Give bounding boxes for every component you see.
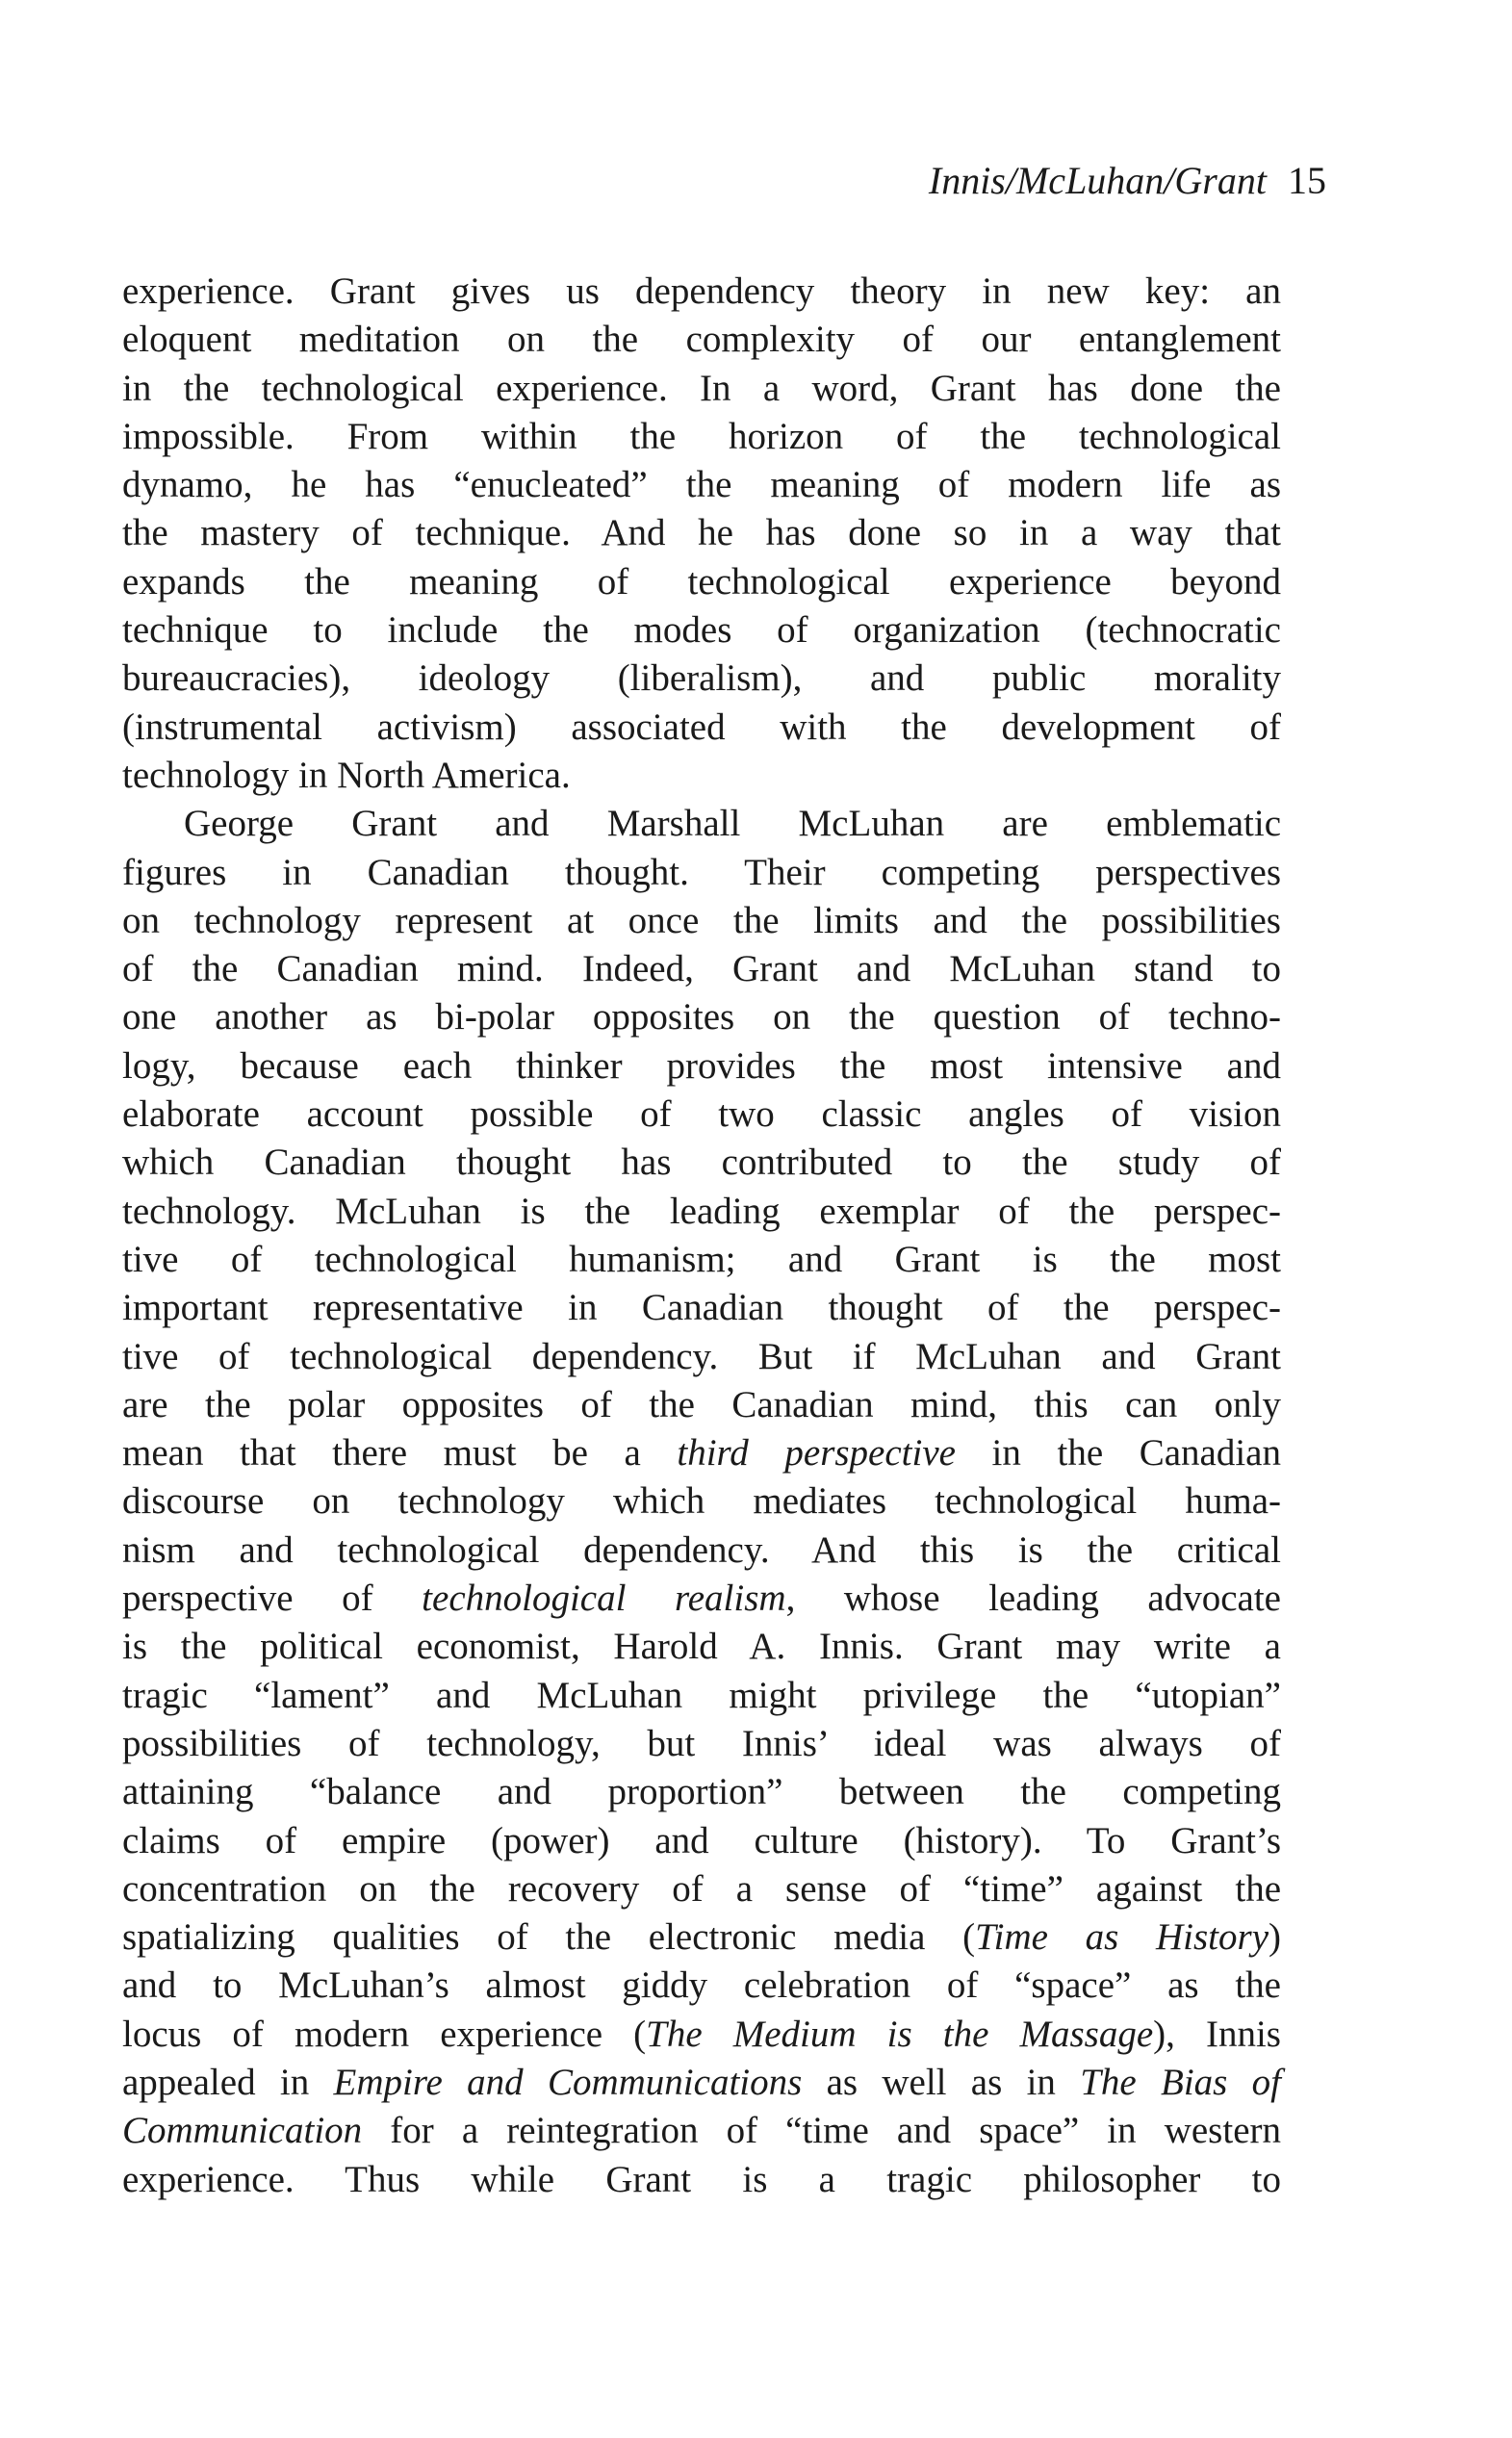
text-line: figures in Canadian thought. Their competing perspectives [122,851,1281,893]
text-line: elaborate account possible of two classic angles of vision [122,1093,1281,1136]
book-title: Communication [122,2110,363,2152]
text-line: important representative in Canadian thought of the perspec- [122,1287,1281,1329]
text-line: George Grant and Marshall McLuhan are emblematic [184,803,1281,845]
text-line: claims of empire (power) and culture (history). To Grant’s [122,1819,1281,1861]
text-line: of the Canadian mind. Indeed, Grant and McLuhan stand to [122,948,1281,990]
text-line: experience. Grant gives us dependency theory in new key: an [122,270,1281,312]
text-line: tive of technological dependency. But if McLuhan and Grant [122,1335,1281,1377]
text-line: attaining “balance and proportion” between the competing [122,1771,1281,1813]
italic-phrase: third perspective [677,1432,956,1475]
text-line: in the technological experience. In a word, Grant has done the [122,367,1281,409]
text-line: are the polar opposites of the Canadian mind, this can only [122,1383,1281,1425]
book-title: The Bias of [1080,2061,1281,2103]
text-line: tive of technological humanism; and Grant is the most [122,1238,1281,1280]
text-line: discourse on technology which mediates technological huma- [122,1480,1281,1523]
text-line: the mastery of technique. And he has done so in a way that [122,512,1281,554]
text-line: which Canadian thought has contributed to the study of [122,1142,1281,1184]
text-line: technology in North America. [122,754,571,796]
text-line: is the political economist, Harold A. Innis. Grant may write a [122,1626,1281,1668]
text-line: bureaucracies), ideology (liberalism), and public morality [122,657,1281,700]
running-head [928,159,1326,202]
page-number: 15 [1288,159,1326,202]
text-line: nism and technological dependency. And this is the critical [122,1528,1281,1571]
text-line: eloquent meditation on the complexity of our entanglement [122,319,1281,361]
body-text [122,268,1281,2204]
italic-phrase: technological realism [422,1578,786,1620]
text-line: perspective of technological realism, whose leading advocate [122,1578,1281,1620]
text-line: possibilities of technology, but Innis’ ideal was always of [122,1722,1281,1764]
text-line: expands the meaning of technological experience beyond [122,560,1281,603]
text-line: Communication for a reintegration of “time and space” in western [122,2110,1281,2152]
text-line: experience. Thus while Grant is a tragic philosopher to [122,2158,1281,2200]
text-line: logy, because each thinker provides the most intensive and [122,1044,1281,1087]
running-head-title: Innis/McLuhan/Grant [928,159,1267,202]
book-title: The Medium is the Massage [646,2013,1154,2055]
text-line: appealed in Empire and Communications as well as in The Bias of [122,2061,1281,2103]
text-line: (instrumental activism) associated with the development of [122,706,1281,748]
text-line: mean that there must be a third perspective in the Canadian [122,1432,1281,1475]
text-line: technique to include the modes of organization (technocratic [122,609,1281,652]
text-line: dynamo, he has “enucleated” the meaning of modern life as [122,464,1281,506]
text-line: impossible. From within the horizon of the technological [122,415,1281,457]
text-line: technology. McLuhan is the leading exemplar of the perspec- [122,1190,1281,1232]
text-line: spatializing qualities of the electronic media (Time as History) [122,1916,1281,1959]
text-line: concentration on the recovery of a sense of “time” against the [122,1867,1281,1910]
text-line: one another as bi-polar opposites on the question of techno- [122,996,1281,1039]
text-line: on technology represent at once the limits and the possibilities [122,899,1281,941]
text-line: and to McLuhan’s almost giddy celebration of “space” as the [122,1964,1281,2007]
book-title: Empire and Communications [333,2061,803,2103]
text-line: tragic “lament” and McLuhan might privilege the “utopian” [122,1674,1281,1716]
book-title: Time as History [975,1916,1269,1959]
text-line: locus of modern experience (The Medium is the Massage), Innis [122,2013,1281,2055]
